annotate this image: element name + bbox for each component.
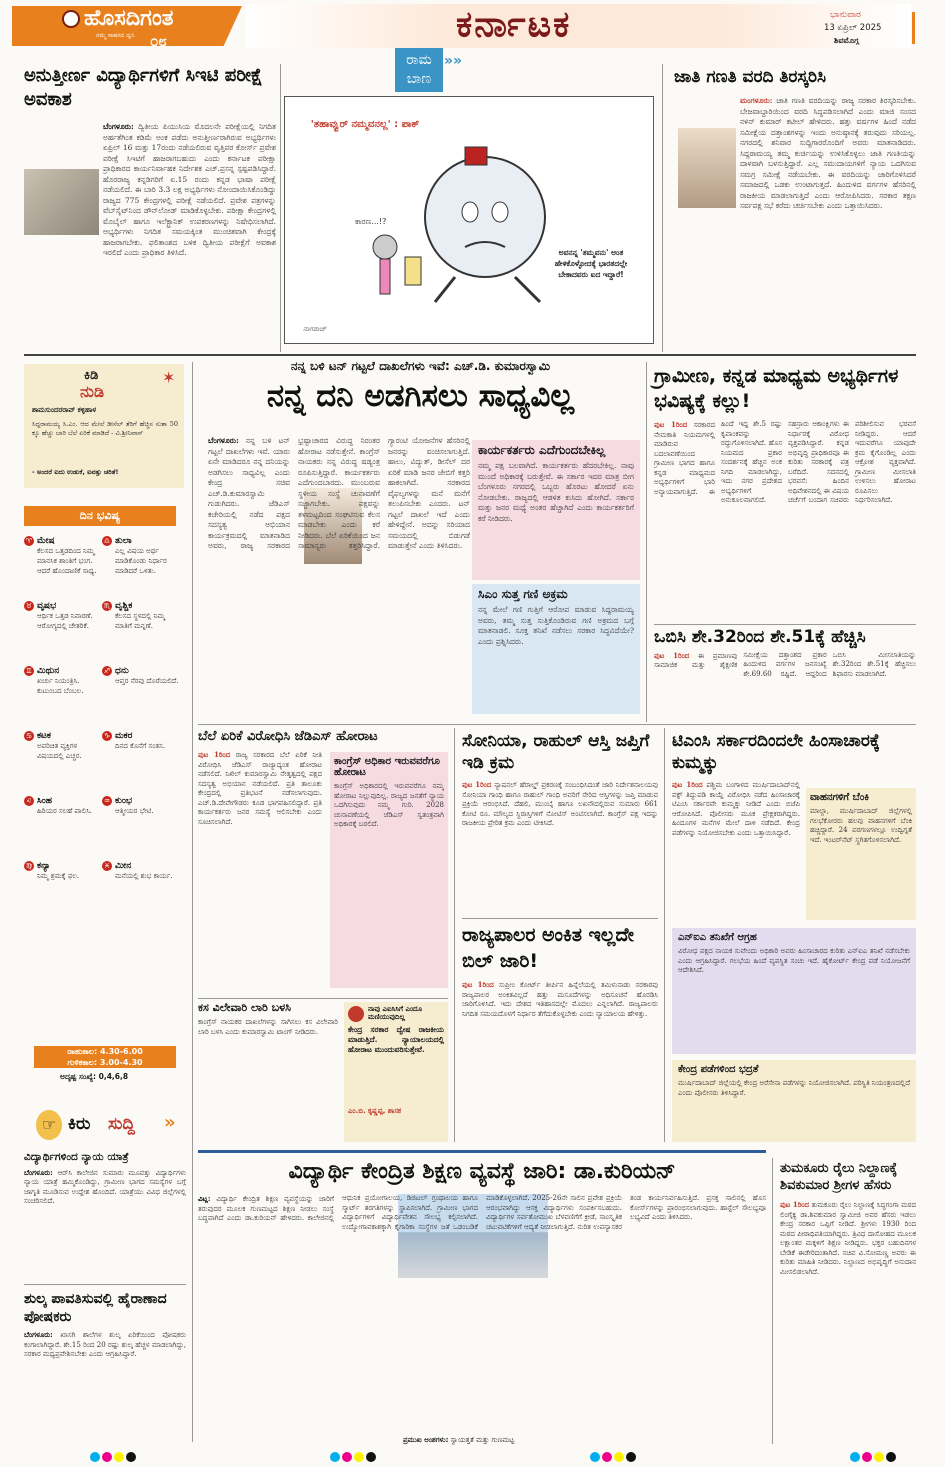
article-caste <box>674 66 916 346</box>
sign-kumbha: ♒ ಕುಂಭ ಆತ್ಮೀಯರ ಭೇಟಿ. <box>103 796 154 815</box>
article-rural-body: ಪುಟ 1ರಿಂದ ಸರಕಾರದ ನೇಮಕಾತಿ ನಿಯಮಗಳಲ್ಲಿ ಮಾಡಿರುವ ಬದಲಾವಣೆಯಿಂದ ಗ್ರಾಮೀಣ ಭಾಗದ ಹಾಗೂ ಕನ್ನಡ ಮಾಧ್ಯಮದ ಅಭ್ಯರ್ಥಿಗಳಿಗೆ ಭಾರಿ ಅನ್ಯಾಯವಾಗುತ್ತಿದೆ. ಈ ಹಿಂದೆ ಇದ್ದ ಶೇ.5 ರಷ್ಟು ಕೃಪಾಂಕವನ್ನು ರದ್ದುಗೊಳಿಸಲಾಗಿದೆ. ಹೊಸ ನಿಯಮದ ಪ್ರಕಾರ ಸಂದರ್ಶನಕ್ಕೆ ಹೆಚ್ಚಿನ ಅಂಕ ನಿಗದಿ ಮಾಡಲಾಗಿದ್ದು, ಇದು ನಗರ ಪ್ರದೇಶದ ಅಭ್ಯರ್ಥಿಗಳಿಗೆ ಅನುಕೂಲವಾಗಲಿದೆ. ಸಹಸ್ರಾರು ಆಕಾಂಕ್ಷಿಗಳು ಈ ನಿರ್ಧಾರಕ್ಕೆ ವಿರೋಧ ವ್ಯಕ್ತಪಡಿಸಿದ್ದಾರೆ. ಕನ್ನಡ ಅಭಿವೃದ್ಧಿ ಪ್ರಾಧಿಕಾರವೂ ಈ ಕುರಿತು ಸರಕಾರಕ್ಕೆ ಪತ್ರ ಬರೆದಿದೆ. ಸದನದಲ್ಲಿ ಭರವಸೆ: ಹಿಂದಿನ ಅಧಿವೇಶನದಲ್ಲಿ ಈ ವಿಷಯ ಚರ್ಚೆಗೆ ಬಂದಾಗ ಸಚಿವರು ಪರಿಶೀಲಿಸುವ ಭರವಸೆ ನೀಡಿದ್ದರು. ಆದರೆ ಇದುವರೆಗೂ ಯಾವುದೇ ಕ್ರಮ ಕೈಗೊಂಡಿಲ್ಲ ಎಂದು ಆಕ್ರೋಶ ವ್ಯಕ್ತವಾಗಿದೆ. ಗ್ರಾಮೀಣ ಮೀಸಲಾತಿ ಉಳಿಸಲು ಹೋರಾಟ ರೂಪಿಸಲು ನಿರ್ಧರಿಸಲಾಗಿದೆ. <box>654 420 916 504</box>
color-registration-marks <box>0 1452 945 1464</box>
logo-emblem-icon <box>62 10 80 28</box>
cancer-icon: ♋ <box>25 732 33 740</box>
rule <box>198 998 448 999</box>
kidi-punch: - ಅಂದರೆ ಐದು ಉಡುಕೆ, ಐವತ್ತು ಚರಿತೆ! <box>32 468 119 476</box>
brief-1-body: ಬೆಂಗಳೂರು: ಆರ್‌ಸಿ ಕಾಲೇಜಿನ ಸುಮಾರು ಮೂವತ್ತು ವಿದ್ಯಾರ್ಥಿಗಳು ನ್ಯಾಯ ಯಾತ್ರೆ ಹಮ್ಮಿಕೊಂಡಿದ್ದು, ಗ್ರಾಮೀಣ ಭಾಗದ ಸಮಸ್ಯೆಗಳ ಬಗ್ಗೆ ಜಾಗೃತಿ ಮೂಡಿಸುವ ಉದ್ದೇಶ ಹೊಂದಿದೆ. ಯಾತ್ರೆಯು ವಿವಿಧ ಜಿಲ್ಲೆಗಳಲ್ಲಿ ಸಂಚರಿಸಲಿದೆ. <box>24 1167 186 1206</box>
ramabana-bottom: ಬಾಣ <box>406 71 432 87</box>
article-tumkur-headline: ತುಮಕೂರು ರೈಲು ನಿಲ್ದಾಣಕ್ಕೆ ಶಿವಕುಮಾರ ಶ್ರೀಗಳ ಹೆಸರು <box>780 1161 898 1193</box>
article-kurian <box>198 1158 766 1448</box>
rule <box>24 1284 186 1285</box>
cartoon-signature: ನಾಗರಾಜ್ <box>303 325 327 333</box>
article-truck-body: ಕಾಂಗ್ರೆಸ್ ನಾಯಕರ ದಾಖಲೆಗಳನ್ನು ಸಾಗಿಸಲು ಕಸ ವಿಲೇವಾರಿ ಲಾರಿ ಬಳಸಿ ಎಂದು ಕುಮಾರಸ್ವಾಮಿ ಟಾಂಗ್ ನೀಡಿದರು. <box>198 1018 338 1036</box>
tmc-box-2-headline: ಎನ್‌ಐಎ ತನಿಖೆಗೆ ಆಗ್ರಹ <box>678 932 757 943</box>
tmc-box-1 <box>806 788 916 920</box>
lead-box-1-headline: ಕಾರ್ಯಕರ್ತರು ಎದೆಗುಂದಬೇಕಿಲ್ಲ <box>478 443 606 457</box>
issue-day: ಭಾನುವಾರ <box>830 10 861 20</box>
leo-icon: ♌ <box>25 797 33 805</box>
article-sonia-headline: ಸೋನಿಯಾ, ರಾಹುಲ್ ಆಸ್ತಿ ಜಪ್ತಿಗೆ ಇಡಿ ಕ್ರಮ <box>462 731 650 773</box>
horoscope-title: ದಿನ ಭವಿಷ್ಯ <box>24 506 176 526</box>
rule <box>462 918 658 919</box>
rahukala-box: ರಾಹುಕಾಲ: 4.30-6.00 ಗುಳಿಕಕಾಲ: 3.00-4.30 <box>34 1046 176 1068</box>
article-cet <box>24 64 276 344</box>
ramabana-top: ರಾಮ <box>406 52 432 68</box>
cartoon-caption-bottom: ಅವನನ್ನ 'ತಮ್ಮವನು' ಅಂತ ಹೇಳಿಕೊಳ್ಳೋದಕ್ಕೆ ಭಾರತದಲ್ಲೇ ಬೇಕಾದವರು ಐದ ಇದ್ದಾರೆ! <box>554 248 628 279</box>
lead-body <box>208 436 470 720</box>
article-cet-text: ದ್ವಿತೀಯ ಪಿಯುಸಿಯ ಮೊದಲನೇ ಪರೀಕ್ಷೆಯಲ್ಲಿ ನಿಗದಿತ ಅರ್ಹತೆಗಿಂತ ಕಡಿಮೆ ಅಂಕ ಪಡೆದು ಅನುತ್ತೀರ್ಣರಾಗಿರುವ ಅಭ್ಯರ್ಥಿಗಳು ಏಪ್ರಿಲ್ 16 ಮತ್ತು 17ರಂದು ನಡೆಯಲಿರುವ ವೃತ್ತಿಪರ ಕೋರ್ಸ್ ಪ್ರವೇಶ ಪರೀಕ್ಷೆ ಸಿಇಟಿಗೆ ಹಾಜರಾಗಬಹುದು ಎಂದು ಕರ್ನಾಟಕ ಪರೀಕ್ಷಾ ಪ್ರಾಧಿಕಾರದ ಕಾರ್ಯನಿರ್ವಾಹಕ ನಿರ್ದೇಶಕ ಎಚ್.ಪ್ರಸನ್ನ ಸ್ಪಷ್ಟಪಡಿಸಿದ್ದಾರೆ. ಹೊರರಾಜ್ಯ ಕನ್ನಡಿಗರಿಗೆ ಏ.15 ರಂದು ಕನ್ನಡ ಭಾಷಾ ಪರೀಕ್ಷೆ ನಡೆಯಲಿದೆ. ಈ ಬಾರಿ 3.3 ಲಕ್ಷ ಅಭ್ಯರ್ಥಿಗಳು ನೋಂದಾಯಿಸಿಕೊಂಡಿದ್ದು ರಾಜ್ಯದ 775 ಕೇಂದ್ರಗಳಲ್ಲಿ ಪರೀಕ್ಷೆ ನಡೆಯಲಿದೆ. ಪ್ರವೇಶ ಪತ್ರಗಳನ್ನು ವೆಬ್‌ಸೈಟ್‌ನಿಂದ ಡೌನ್‌ಲೋಡ್ ಮಾಡಿಕೊಳ್ಳಬೇಕು. ಪರೀಕ್ಷಾ ಕೇಂದ್ರಗಳಲ್ಲಿ ಮೊಬೈಲ್ ಹಾಗೂ ಇಲೆಕ್ಟ್ರಾನಿಕ್ ಉಪಕರಣಗಳನ್ನು ನಿಷೇಧಿಸಲಾಗಿದೆ. ಅಭ್ಯರ್ಥಿಗಳು ನಿಗದಿತ ಸಮಯಕ್ಕಿಂತ ಮುಂಚಿತವಾಗಿ ಕೇಂದ್ರಕ್ಕೆ ಹಾಜರಾಗಬೇಕು. ಫಲಿತಾಂಶದ ಬಳಿಕ ದ್ವಿತೀಯ ಪರೀಕ್ಷೆಗೆ ಅವಕಾಶ ಇರಲಿದೆ ಎಂದು ಪ್ರಾಧಿಕಾರ ತಿಳಿಸಿದೆ. <box>103 122 276 257</box>
sign-mithuna: ♊ ಮಿಥುನ ಖರ್ಚು ನಿಯಂತ್ರಿಸಿ. ಕುಟುಂಬದ ಬೆಂಬಲ. <box>25 666 84 695</box>
divider <box>664 728 665 1142</box>
masthead <box>0 0 945 50</box>
gulikakala: 3.00-4.30 <box>99 1058 143 1067</box>
lead-kicker: ನನ್ನ ಬಳಿ ಟನ್ ಗಟ್ಟಲೆ ದಾಖಲೆಗಳು ಇವೆ: ಎಚ್.ಡಿ. ಕುಮಾರಸ್ವಾಮಿ <box>290 359 551 373</box>
libra-icon: ♎ <box>103 537 111 545</box>
logo-tagline: ನಮ್ಮ ಸಾಹಸದ ದ್ವನಿ <box>96 32 135 39</box>
quote-avatar <box>348 1006 364 1022</box>
jds-box <box>330 752 448 988</box>
page-number: ೦೮ <box>150 32 167 50</box>
article-rural-headline: ಗ್ರಾಮೀಣ, ಕನ್ನಡ ಮಾಧ್ಯಮ ಅಭ್ಯರ್ಥಿಗಳ ಭವಿಷ್ಯಕ್ಕೆ ಕಲ್ಲು! <box>654 365 899 412</box>
quote-label: ನಾವು ಎಐಸಿಸಿಗೆ ಎಂದೂ ಮಣಿಯುವುದಿಲ್ಲ <box>368 1005 423 1021</box>
aquarius-icon: ♒ <box>103 797 111 805</box>
ramabana-arrows-icon: »» <box>444 53 463 69</box>
divider <box>280 64 281 352</box>
tmc-box-2 <box>672 928 916 1054</box>
section-title: ಕರ್ನಾಟಕ <box>456 4 572 45</box>
sign-kanya: ♍ ಕನ್ಯಾ ನಿಮ್ಮ ಶ್ರಮಕ್ಕೆ ಫಲ. <box>25 861 80 880</box>
kirusuddi-b: ಸುದ್ದಿ <box>108 1114 135 1134</box>
jds-box-body: ಕಾಂಗ್ರೆಸ್ ಅಧಿಕಾರದಲ್ಲಿ ಇರುವವರೆಗೂ ನಮ್ಮ ಹೋರಾಟ ನಿಲ್ಲುವುದಿಲ್ಲ. ರಾಜ್ಯದ ಜನತೆಗೆ ನ್ಯಾಯ ಒದಗಿಸುವುದು ನಮ್ಮ ಗುರಿ. 2028 ಚುನಾವಣೆಯಲ್ಲಿ ಜೆಡಿಎಸ್ ಸ್ವತಂತ್ರವಾಗಿ ಅಧಿಕಾರಕ್ಕೆ ಬರಲಿದೆ. <box>334 782 444 828</box>
rule <box>654 624 916 625</box>
issue-date: 13 ಏಪ್ರಿಲ್ 2025 <box>824 23 882 33</box>
jds-box-headline: ಕಾಂಗ್ರೆಸ್ ಅಧಿಕಾರ ಇರುವವರೆಗೂ ಹೋರಾಟ <box>334 756 440 778</box>
chevrons-icon: » <box>164 1112 176 1133</box>
brief-2-headline: ಶುಲ್ಕ ಪಾವತಿಸುವಲ್ಲಿ ಹೈರಾಣಾದ ಪೋಷಕರು <box>24 1291 167 1325</box>
lead-box-2-headline: ಸಿಎಂ ಸುತ್ತ ಗಣಿ ಅಕ್ರಮ <box>478 587 568 601</box>
tmc-box-2-body: ವಿರೋಧ ಪಕ್ಷದ ನಾಯಕ ಸುವೇಂದು ಅಧಿಕಾರಿ ಅವರು ಹಿಂಸಾಚಾರದ ಕುರಿತು ಎನ್‌ಐಎ ತನಿಖೆ ನಡೆಸಬೇಕು ಎಂದು ಆಗ್ರಹಿಸಿದ್ದಾರೆ. ಗಲಭೆಯ ಹಿಂದೆ ವ್ಯವಸ್ಥಿತ ಸಂಚು ಇದೆ. ಹೈಕೋರ್ಟ್ ಕೇಂದ್ರ ಪಡೆ ನಿಯೋಜನೆಗೆ ಆದೇಶಿಸಿದೆ. <box>678 947 910 974</box>
sign-vrishabha: ♉ ವೃಷಭ ಆರ್ಥಿಕ ಒತ್ತಡ ನಿವಾರಣೆ. ಆರೋಗ್ಯದಲ್ಲಿ ಚೇತರಿಕೆ. <box>25 601 93 630</box>
article-truck-headline: ಕಸ ವಿಲೇವಾರಿ ಲಾರಿ ಬಳಸಿ <box>198 1001 291 1014</box>
article-governor-headline: ರಾಜ್ಯಪಾಲರ ಅಂಕಿತ ಇಲ್ಲದೇ ಬಿಲ್ ಜಾರಿ! <box>462 924 634 972</box>
lead-dateline: ಬೆಂಗಳೂರು: <box>208 436 239 445</box>
lead-box-1 <box>472 440 640 580</box>
sign-makara: ♑ ಮಕರ ದಿನದ ಕೊನೆಗೆ ಸಂತಸ. <box>103 731 165 750</box>
tmc-box-3 <box>672 1060 916 1142</box>
brief-2-body: ಬೆಂಗಳೂರು: ಖಾಸಗಿ ಶಾಲೆಗಳ ಶುಲ್ಕ ಏರಿಕೆಯಿಂದ ಪೋಷಕರು ಕಂಗಾಲಾಗಿದ್ದಾರೆ. ಶೇ.15 ರಿಂದ 20 ರಷ್ಟು ಶುಲ್ಕ ಹೆಚ್ಚಳ ಮಾಡಲಾಗಿದ್ದು, ಸರಕಾರ ಮಧ್ಯಪ್ರವೇಶಿಸಬೇಕು ಎಂದು ಆಗ್ರಹಿಸಿದ್ದಾರೆ. <box>24 1330 186 1358</box>
sign-dhanu: ♐ ಧನು ಆಪ್ತರ ನೆರವು ದೊರೆಯಲಿದೆ. <box>103 666 179 685</box>
article-kurian-footer: ಪ್ರಮುಖ ಅಂಶಗಳು: ಸ್ವಾಯತ್ತತೆ ಮತ್ತು ಗುಣಮಟ್ಟ <box>403 1436 515 1444</box>
lead-box-2-body: ನನ್ನ ಮೇಲೆ ಗಣಿ ಗುತ್ತಿಗೆ ಆರೋಪ ಮಾಡುವ ಸಿದ್ದರಾಮಯ್ಯ ಅವರು, ತಮ್ಮ ಸುತ್ತ ಸುತ್ತಿಕೊಂಡಿರುವ ಗಣಿ ಅಕ್ರಮದ ಬಗ್ಗೆ ಮಾತನಾಡಲಿ. ಸೂಕ್ತ ತನಿಖೆ ನಡೆಸಲು ಸರಕಾರ ಸಿದ್ಧವಿದೆಯೇ? ಎಂದು ಪ್ರಶ್ನಿಸಿದರು. <box>478 605 634 646</box>
virgo-icon: ♍ <box>25 862 33 870</box>
issue-edition: ಶಿವಮೊಗ್ಗ <box>834 36 859 45</box>
pisces-icon: ♓ <box>103 862 111 870</box>
spark-icon: ✶ <box>162 368 176 387</box>
article-jds-body: ಪುಟ 1ರಿಂದ ರಾಜ್ಯ ಸರಕಾರದ ಬೆಲೆ ಏರಿಕೆ ನೀತಿ ವಿರೋಧಿಸಿ ಜೆಡಿಎಸ್ ರಾಜ್ಯಾದ್ಯಂತ ಹೋರಾಟ ನಡೆಸಲಿದೆ. ನಿಖಿಲ್ ಕುಮಾರಸ್ವಾಮಿ ನೇತೃತ್ವದಲ್ಲಿ ಪಕ್ಷದ ಸದಸ್ಯತ್ವ ಅಭಿಯಾನ ನಡೆಯಲಿದೆ. ಪ್ರತಿ ತಾಲೂಕು ಕೇಂದ್ರದಲ್ಲಿ ಪ್ರತಿಭಟನೆ ನಡೆಸಲಾಗುವುದು. ಎಚ್.ಡಿ.ದೇವೇಗೌಡರು ಕೂಡ ಭಾಗವಹಿಸಲಿದ್ದಾರೆ. ಪ್ರತಿ ಕಾರ್ಯಕರ್ತರು ಜನರ ಸಮಸ್ಯೆ ಆಲಿಸಬೇಕು ಎಂದು ಸೂಚಿಸಲಾಗಿದೆ. <box>198 750 322 826</box>
sign-mesha: ♈ ಮೇಷ ಕೆಲಸದ ಒತ್ತಡದಿಂದ ನಿಮ್ಮ ಮಾನಸಿಕ ಶಾಂತಿಗೆ ಭಂಗ. ಆದರೆ ಹೊಂದಾಣಿಕೆ ಸಾಧ್ಯ. <box>25 536 97 575</box>
divider <box>646 362 647 722</box>
cartoon <box>284 96 654 344</box>
lead-headline: ನನ್ನ ದನಿ ಅಡಗಿಸಲು ಸಾಧ್ಯವಿಲ್ಲ <box>266 378 575 415</box>
article-governor <box>462 922 658 1142</box>
divider <box>662 64 663 352</box>
taurus-icon: ♉ <box>25 602 33 610</box>
article-tumkur <box>780 1160 916 1446</box>
article-kurian-headline: ವಿದ್ಯಾರ್ಥಿ ಕೇಂದ್ರಿತ ಶಿಕ್ಷಣ ವ್ಯವಸ್ಥೆ ಜಾರಿ: ಡಾ.ಕುರಿಯನ್ <box>288 1159 676 1184</box>
sagittarius-icon: ♐ <box>103 667 111 675</box>
capricorn-icon: ♑ <box>103 732 111 740</box>
horoscope-grid <box>24 536 180 926</box>
cartoon-speech: ಕಾರಣ...!? <box>355 217 387 226</box>
tmc-box-1-headline: ವಾಹನಗಳಿಗೆ ಬೆಂಕಿ <box>810 792 869 803</box>
ramabana-tag <box>395 48 443 92</box>
article-caste-headline: ಜಾತಿ ಗಣತಿ ವರದಿ ತಿರಸ್ಕರಿಸಿ <box>674 67 826 87</box>
lead-text: ನನ್ನ ಬಳಿ ಟನ್ ಗಟ್ಟಲೆ ದಾಖಲೆಗಳು ಇವೆ. ಯಾರು ಏನೇ ಮಾಡಿದರೂ ನನ್ನ ದನಿಯನ್ನು ಅಡಗಿಸಲು ಸಾಧ್ಯವಿಲ್ಲ ಎಂದು ಕೇಂದ್ರ ಸಚಿವ ಎಚ್.ಡಿ.ಕುಮಾರಸ್ವಾಮಿ ಗುಡುಗಿದರು. ಜೆಡಿಎಸ್ ಕಚೇರಿಯಲ್ಲಿ ನಡೆದ ಪಕ್ಷದ ಸದಸ್ಯತ್ವ ಅಭಿಯಾನ ಕಾರ್ಯಕ್ರಮದಲ್ಲಿ ಮಾತನಾಡಿದ ಅವರು, ರಾಜ್ಯ ಸರಕಾರದ ಭ್ರಷ್ಟಾಚಾರದ ವಿರುದ್ಧ ನಿರಂತರ ಹೋರಾಟ ನಡೆಸುತ್ತೇನೆ. ಕಾಂಗ್ರೆಸ್ ನಾಯಕರು ನನ್ನ ವಿರುದ್ಧ ಷಡ್ಯಂತ್ರ ರೂಪಿಸುತ್ತಿದ್ದಾರೆ. ಕಾರ್ಯಕರ್ತರು ಎದೆಗುಂದಬಾರದು. ಮುಂಬರುವ ಸ್ಥಳೀಯ ಸಂಸ್ಥೆ ಚುನಾವಣೆಗೆ ಸಜ್ಜಾಗಬೇಕು. ಪಕ್ಷವನ್ನು ತಳಮಟ್ಟದಿಂದ ಸಂಘಟಿಸುವ ಕೆಲಸ ಮಾಡಬೇಕು ಎಂದು ಕರೆ ನೀಡಿದರು. ಬೆಲೆ ಏರಿಕೆಯಿಂದ ಜನ ಸಾಮಾನ್ಯರು ತತ್ತರಿಸಿದ್ದಾರೆ. ಗ್ಯಾರಂಟಿ ಯೋಜನೆಗಳ ಹೆಸರಿನಲ್ಲಿ ಜನರನ್ನು ವಂಚಿಸಲಾಗುತ್ತಿದೆ. ಹಾಲು, ವಿದ್ಯುತ್, ಡೀಸೆಲ್ ದರ ಏರಿಕೆ ಮಾಡಿ ಜನರ ಜೇಬಿಗೆ ಕತ್ತರಿ ಹಾಕಲಾಗಿದೆ. ಸರಕಾರದ ವೈಫಲ್ಯಗಳನ್ನು ಮನೆ ಮನೆಗೆ ತಲುಪಿಸಬೇಕು ಎಂದರು. ಟನ್ ಗಟ್ಟಲೆ ದಾಖಲೆ ಇದೆ ಎಂದು ಹೇಳಿದ್ದೇನೆ. ಅದನ್ನು ಸರಿಯಾದ ಸಮಯದಲ್ಲಿ ಬಿಡುಗಡೆ ಮಾಡುತ್ತೇನೆ ಎಂದು ತಿಳಿಸಿದರು. <box>208 436 470 550</box>
article-obc-body: ಪುಟ 1ರಿಂದ ಈ ಪ್ರಮಾಣವು ಸಾಮಾಜಿಕ ಮತ್ತು ಶೈಕ್ಷಣಿಕ ಸಮೀಕ್ಷೆಯ ದತ್ತಾಂಶದ ಪ್ರಕಾರ ಹಿಂದುಳಿದ ವರ್ಗಗಳ ಜನಸಂಖ್ಯೆ ಶೇ.69.60 ರಷ್ಟಿದೆ. ಆದ್ದರಿಂದ ಒಬಿಸಿ ಮೀಸಲಾತಿಯನ್ನು ಶೇ.32ರಿಂದ ಶೇ.51ಕ್ಕೆ ಹೆಚ್ಚಿಸಲು ಶಿಫಾರಸು ಮಾಡಲಾಗಿದೆ. <box>654 650 916 678</box>
article-sonia <box>462 730 658 916</box>
aries-icon: ♈ <box>25 537 33 545</box>
article-sonia-body: ಪುಟ 1ರಿಂದ ನ್ಯಾಷನಲ್ ಹೆರಾಲ್ಡ್ ಪ್ರಕರಣಕ್ಕೆ ಸಂಬಂಧಿಸಿದಂತೆ ಜಾರಿ ನಿರ್ದೇಶನಾಲಯವು ಸೋನಿಯಾ ಗಾಂಧಿ ಹಾಗೂ ರಾಹುಲ್ ಗಾಂಧಿ ಅವರಿಗೆ ಸೇರಿದ ಆಸ್ತಿಗಳನ್ನು ಜಪ್ತಿ ಮಾಡುವ ಪ್ರಕ್ರಿಯೆ ಆರಂಭಿಸಿದೆ. ದೆಹಲಿ, ಮುಂಬೈ ಹಾಗೂ ಲಖನೌದಲ್ಲಿರುವ ಸುಮಾರು 661 ಕೋಟಿ ರೂ. ಮೌಲ್ಯದ ಸ್ಥಿರಾಸ್ತಿಗಳಿಗೆ ನೋಟಿಸ್ ಅಂಟಿಸಲಾಗಿದೆ. ಕಾಂಗ್ರೆಸ್ ಪಕ್ಷ ಇದನ್ನು ರಾಜಕೀಯ ಪ್ರೇರಿತ ಕ್ರಮ ಎಂದು ಟೀಕಿಸಿದೆ. <box>462 780 658 827</box>
tmc-box-3-headline: ಕೇಂದ್ರ ಪಡೆಗಳಿಂದ ಭದ್ರತೆ <box>678 1064 759 1075</box>
section-band <box>246 4 911 48</box>
article-governor-body: ಪುಟ 1ರಿಂದ ಸುಪ್ರೀಂ ಕೋರ್ಟ್ ತೀರ್ಪಿನ ಹಿನ್ನೆಲೆಯಲ್ಲಿ ತಮಿಳುನಾಡು ಸರಕಾರವು ರಾಜ್ಯಪಾಲರ ಅಂಕಿತವಿಲ್ಲದೆ ಹತ್ತು ಮಸೂದೆಗಳನ್ನು ಅಧಿಸೂಚನೆ ಹೊರಡಿಸಿ ಜಾರಿಗೊಳಿಸಿದೆ. ಇದು ದೇಶದ ಇತಿಹಾಸದಲ್ಲೇ ಮೊದಲು ಎನ್ನಲಾಗಿದೆ. ರಾಜ್ಯಪಾಲರು ನಿಗದಿತ ಸಮಯದೊಳಗೆ ನಿರ್ಧಾರ ತೆಗೆದುಕೊಳ್ಳಬೇಕು ಎಂದು ನ್ಯಾಯಾಲಯ ಹೇಳಿತ್ತು. <box>462 980 658 1018</box>
rule <box>198 1150 766 1153</box>
lucky-numbers: ಅದೃಷ್ಟ ಸಂಖ್ಯೆ: 0,4,6,8 <box>60 1072 129 1081</box>
article-cet-body <box>24 122 276 344</box>
quote-box <box>344 1002 448 1142</box>
divider <box>772 1158 773 1444</box>
rahukala: 4.30-6.00 <box>99 1047 143 1056</box>
lead-box-1-body: ನಮ್ಮ ಪಕ್ಷ ಬಲವಾಗಿದೆ. ಕಾರ್ಯಕರ್ತರು ಹೆದರಬೇಕಿಲ್ಲ. ನಾವು ಮುಂದೆ ಅಧಿಕಾರಕ್ಕೆ ಬರುತ್ತೇವೆ. ಈ ಸರ್ಕಾರ ಇದರ ಮಾತ್ರ ಬೀಗ ಬೆಂಗಳೂರು ನಗರದಲ್ಲಿ ಒಬ್ಬರು ಹೊರಟು ಹೋದರೆ ಏನು ನೋಡಬೇಕು. ರಾಜ್ಯದಲ್ಲಿ ಆಡಳಿತ ಕುಸಿದು ಹೋಗಿದೆ. ಸರ್ಕಾರ ಮತ್ತು ಜನರ ಮಧ್ಯೆ ಅಂತರ ಹೆಚ್ಚಾಗಿದೆ ಎಂದು ಕಾರ್ಯಕರ್ತರಿಗೆ ಕರೆ ನೀಡಿದರು. <box>478 461 634 523</box>
sign-meena: ♓ ಮೀನ ಮನೆಯಲ್ಲಿ ಶುಭ ಕಾರ್ಯ. <box>103 861 173 880</box>
article-tmc-body: ಪುಟ 1ರಿಂದ ಪಶ್ಚಿಮ ಬಂಗಾಳದ ಮುರ್ಷಿದಾಬಾದ್‌ನಲ್ಲಿ ವಕ್ಫ್ ತಿದ್ದುಪಡಿ ಕಾಯ್ದೆ ವಿರೋಧಿಸಿ ನಡೆದ ಹಿಂಸಾಚಾರಕ್ಕೆ ಟಿಎಂಸಿ ಸರ್ಕಾರವೇ ಕುಮ್ಮಕ್ಕು ನೀಡಿದೆ ಎಂದು ಬಿಜೆಪಿ ಆರೋಪಿಸಿದೆ. ಪೊಲೀಸರು ಮೂಕ ಪ್ರೇಕ್ಷಕರಾಗಿದ್ದರು. ಹಿಂದೂಗಳ ಮನೆಗಳ ಮೇಲೆ ದಾಳಿ ನಡೆದಿದೆ. ಕೇಂದ್ರ ಪಡೆಗಳನ್ನು ನಿಯೋಜಿಸಬೇಕು ಎಂದು ಒತ್ತಾಯಿಸಿದ್ದಾರೆ. <box>672 780 800 837</box>
sign-tula: ♎ ತುಲಾ ಎಲ್ಲ ವಿಷಯ ಅರ್ಥ ಮಾಡಿಕೊಂಡು ನಿರ್ಧಾರ ಮಾಡಿದರೆ ಒಳಿತು. <box>103 536 167 575</box>
article-caste-dateline: ಮಂಗಳೂರು: <box>740 96 773 105</box>
article-obc-headline: ಒಬಿಸಿ ಶೇ.32ರಿಂದ ಶೇ.51ಕ್ಕೆ ಹೆಚ್ಚಿಸಿ <box>654 627 866 647</box>
sign-simha: ♌ ಸಿಂಹ ಹಿರಿಯರ ಸಲಹೆ ಪಾಲಿಸಿ. <box>25 796 92 815</box>
article-tmc-headline: ಟಿಎಂಸಿ ಸರ್ಕಾರದಿಂದಲೇ ಹಿಂಸಾಚಾರಕ್ಕೆ ಕುಮ್ಮಕ್ಕು <box>672 731 880 773</box>
kidi-author: ಶಾಮಸುಂದರರಾವ್ ಕಳ್ಳಿಹಾಳ <box>32 406 97 414</box>
gemini-icon: ♊ <box>25 667 33 675</box>
horoscope <box>24 506 184 1086</box>
hand-icon: ☞ <box>36 1110 62 1140</box>
masthead-rule <box>912 12 915 44</box>
cartoon-caption-top: 'ತಹಾವ್ವುರ್ ನಮ್ಮವನಲ್ಲ' : ಪಾಕ್ <box>310 119 420 130</box>
divider <box>192 362 193 1442</box>
quote-body: ಕೇಂದ್ರ ಸರಕಾರ ದ್ವೇಷ ರಾಜಕೀಯ ಮಾಡುತ್ತಿದೆ. ನ್ಯಾಯಾಲಯದಲ್ಲಿ ಹೋರಾಟ ಮುಂದುವರಿಸುತ್ತೇವೆ. <box>348 1025 444 1055</box>
article-rural <box>654 364 916 622</box>
article-kurian-body: ವಿಟ್ಲ: ವಿದ್ಯಾರ್ಥಿ ಕೇಂದ್ರಿತ ಶಿಕ್ಷಣ ವ್ಯವಸ್ಥೆಯನ್ನು ಜಾರಿಗೆ ತರುವುದರ ಮೂಲಕ ಗುಣಮಟ್ಟದ ಶಿಕ್ಷಣ ನೀಡಲು ಸಂಸ್ಥೆ ಬದ್ಧವಾಗಿದೆ ಎಂದು ಡಾ.ಕುರಿಯನ್ ಹೇಳಿದರು. ಕಾಲೇಜಿನಲ್ಲಿ ಆಧುನಿಕ ಪ್ರಯೋಗಾಲಯ, ಡಿಜಿಟಲ್ ಗ್ರಂಥಾಲಯ ಹಾಗೂ ಸ್ಮಾರ್ಟ್ ತರಗತಿಗಳನ್ನು ಸ್ಥಾಪಿಸಲಾಗಿದೆ. ಗ್ರಾಮೀಣ ಭಾಗದ ವಿದ್ಯಾರ್ಥಿಗಳಿಗೆ ವಿದ್ಯಾರ್ಥಿವೇತನ ಸೌಲಭ್ಯ ಕಲ್ಪಿಸಲಾಗಿದೆ. ಉದ್ಯೋಗಾವಕಾಶಕ್ಕಾಗಿ ಕೈಗಾರಿಕಾ ಸಂಸ್ಥೆಗಳ ಜತೆ ಒಡಂಬಡಿಕೆ ಮಾಡಿಕೊಳ್ಳಲಾಗಿದೆ. 2025-26ನೇ ಸಾಲಿನ ಪ್ರವೇಶ ಪ್ರಕ್ರಿಯೆ ಆರಂಭವಾಗಿದ್ದು ಆಸಕ್ತ ವಿದ್ಯಾರ್ಥಿಗಳು ಸಂಪರ್ಕಿಸಬಹುದು. ವಿದ್ಯಾರ್ಥಿಗಳ ಸರ್ವತೋಮುಖ ಬೆಳವಣಿಗೆಗೆ ಕ್ರೀಡೆ, ಸಾಂಸ್ಕೃತಿಕ ಚಟುವಟಿಕೆಗಳಿಗೆ ಆದ್ಯತೆ ನೀಡಲಾಗುತ್ತಿದೆ. ನುರಿತ ಉಪನ್ಯಾಸಕರ ತಂಡ ಕಾರ್ಯನಿರ್ವಹಿಸುತ್ತಿದೆ. ಪ್ರಸಕ್ತ ಸಾಲಿನಲ್ಲಿ ಹೊಸ ಕೋರ್ಸ್‌ಗಳನ್ನು ಪ್ರಾರಂಭಿಸಲಾಗುವುದು. ಹಾಸ್ಟೆಲ್ ಸೌಲಭ್ಯವೂ ಲಭ್ಯವಿದೆ ಎಂದು ತಿಳಿಸಿದರು. <box>198 1194 766 1231</box>
divider <box>454 728 455 1142</box>
kirusuddi-banner <box>24 1104 184 1148</box>
tmc-box-1-body: ಮಾಲ್ದಾ, ಮುರ್ಷಿದಾಬಾದ್ ಜಿಲ್ಲೆಗಳಲ್ಲಿ ಗಲಭೆಕೋರರು ಹಲವು ವಾಹನಗಳಿಗೆ ಬೆಂಕಿ ಹಚ್ಚಿದ್ದಾರೆ. 24 ಪರಗಣಗಳಲ್ಲೂ ಉದ್ವಿಗ್ನತೆ ಇದೆ. ಇಂಟರ್‌ನೆಟ್ ಸ್ಥಗಿತಗೊಳಿಸಲಾಗಿದೆ. <box>810 807 912 844</box>
rule <box>24 354 916 356</box>
tmc-box-3-body: ಮುರ್ಷಿದಾಬಾದ್ ಜಿಲ್ಲೆಯಲ್ಲಿ ಕೇಂದ್ರ ಅರೆಸೇನಾ ಪಡೆಗಳನ್ನು ನಿಯೋಜಿಸಲಾಗಿದೆ. ಪರಿಸ್ಥಿತಿ ನಿಯಂತ್ರಣದಲ್ಲಿದೆ ಎಂದು ಪೊಲೀಸರು ತಿಳಿಸಿದ್ದಾರೆ. <box>678 1079 910 1097</box>
brief-1 <box>24 1152 186 1278</box>
logo-text: ಹೊಸದಿಗಂತ <box>84 6 174 31</box>
kirusuddi-a: ಕಿರು <box>68 1114 91 1134</box>
quote-attribution: ಎಂ.ಬಿ. ಕೃಷ್ಣಪ್ಪ, ಶಾಸಕ <box>348 1107 402 1116</box>
kidi-nudi <box>24 364 184 488</box>
article-caste-text: ಜಾತಿ ಗಣತಿ ವರದಿಯನ್ನು ರಾಜ್ಯ ಸರಕಾರ ತಿರಸ್ಕರಿಸಬೇಕು. ಬೇಜವಾಬ್ದಾರಿಯಿಂದ ವರದಿ ಸಿದ್ಧಪಡಿಸಲಾಗಿದೆ ಎಂದು ಮಾಜಿ ಸಂಸದ ನಳಿನ್ ಕುಮಾರ್ ಕಟೀಲ್ ಹೇಳಿದರು. ಹತ್ತು ವರ್ಷಗಳ ಹಿಂದೆ ನಡೆದ ಸಮೀಕ್ಷೆಯ ದತ್ತಾಂಶಗಳನ್ನು ಇಂದು ಅನುಷ್ಠಾನಕ್ಕೆ ತರುವುದು ಸರಿಯಲ್ಲ. ನಗರದಲ್ಲಿ ಶನಿವಾರ ಸುದ್ದಿಗಾರರೊಂದಿಗೆ ಅವರು ಮಾತನಾಡಿದರು. ಸಿದ್ದರಾಮಯ್ಯ ತಮ್ಮ ಕುರ್ಚಿಯನ್ನು ಉಳಿಸಿಕೊಳ್ಳಲು ಜಾತಿ ಗಣತಿಯನ್ನು ದಾಳವಾಗಿ ಬಳಸುತ್ತಿದ್ದಾರೆ. ಎಲ್ಲ ಸಮುದಾಯಗಳಿಗೆ ನ್ಯಾಯ ಒದಗಿಸುವ ಸಮಗ್ರ ಸಮೀಕ್ಷೆ ನಡೆಯಬೇಕು. ಈ ವರದಿಯನ್ನು ಜಾರಿಗೊಳಿಸಿದರೆ ಸಮಾಜದಲ್ಲಿ ಒಡಕು ಉಂಟಾಗುತ್ತದೆ. ಹಿಂದುಳಿದ ವರ್ಗಗಳ ಹೆಸರಿನಲ್ಲಿ ರಾಜಕೀಯ ಮಾಡಲಾಗುತ್ತಿದೆ ಎಂದು ಆರೋಪಿಸಿದರು. ಸರಕಾರ ತಕ್ಷಣ ಸರ್ವಪಕ್ಷ ಸಭೆ ಕರೆದು ಚರ್ಚಿಸಬೇಕು ಎಂದು ಒತ್ತಾಯಿಸಿದರು. <box>740 96 916 210</box>
kidi-title-top: ಕಿಡಿ <box>84 368 99 383</box>
article-tumkur-body: ಪುಟ 1ರಿಂದ ತುಮಕೂರು ರೈಲು ನಿಲ್ದಾಣಕ್ಕೆ ಸಿದ್ಧಗಂಗಾ ಮಠದ ಲಿಂಗೈಕ್ಯ ಡಾ.ಶಿವಕುಮಾರ ಸ್ವಾಮೀಜಿ ಅವರ ಹೆಸರು ಇಡಲು ಕೇಂದ್ರ ಸರಕಾರ ಒಪ್ಪಿಗೆ ನೀಡಿದೆ. ಶ್ರೀಗಳು 1930 ರಿಂದ ಮಠದ ಪೀಠಾಧಿಪತಿಯಾಗಿದ್ದರು. ತ್ರಿವಿಧ ದಾಸೋಹದ ಮೂಲಕ ಲಕ್ಷಾಂತರ ಮಕ್ಕಳಿಗೆ ಶಿಕ್ಷಣ ನೀಡಿದ್ದರು. ಭಕ್ತರ ಬಹುದಿನಗಳ ಬೇಡಿಕೆ ಈಡೇರಿದಂತಾಗಿದೆ. ಸಚಿವ ವಿ.ಸೋಮಣ್ಣ ಅವರು ಈ ಕುರಿತು ಮಾಹಿತಿ ನೀಡಿದರು. ನಿಲ್ದಾಣದ ಅಭಿವೃದ್ಧಿಗೆ ಅನುದಾನ ಮೀಸಲಿಡಲಾಗಿದೆ. <box>780 1200 916 1276</box>
article-caste-body <box>674 96 916 346</box>
article-cet-dateline: ಬೆಂಗಳೂರು: <box>103 122 134 131</box>
article-jds-headline: ಬೆಲೆ ಏರಿಕೆ ವಿರೋಧಿಸಿ ಜೆಡಿಎಸ್ ಹೋರಾಟ <box>198 729 378 744</box>
scorpio-icon: ♏ <box>103 602 111 610</box>
article-obc <box>654 628 916 720</box>
kidi-body: ಸಿದ್ದರಾಮಯ್ಯ ಸಿ.ಎಂ. ಆದ ಮೇಲೆ ಡೀಸೆಲ್ ತೆರಿಗೆ ಹೆಚ್ಚಿಸ ಸುತಾ 50 ಕ್ಕೂ ಹೆಚ್ಚು ಬಾರಿ ಬೆಲೆ ಏರಿಕೆ ಮಾಡಿದೆ - ವಿ.ಶ್ರೀನಿವಾಸ್ <box>32 420 178 437</box>
sign-kataka: ♋ ಕಟಕ ಅಪರಿಚಿತ ವ್ಯಕ್ತಿಗಳ ವಿಷಯದಲ್ಲಿ ಎಚ್ಚರ. <box>25 731 82 760</box>
brief-1-headline: ವಿದ್ಯಾರ್ಥಿಗಳಿಂದ ನ್ಯಾಯ ಯಾತ್ರೆ <box>24 1151 129 1163</box>
article-cet-headline: ಅನುತ್ತೀರ್ಣ ವಿದ್ಯಾರ್ಥಿಗಳಿಗೆ ಸಿಇಟಿ ಪರೀಕ್ಷೆ ಅವಕಾಶ <box>24 65 263 110</box>
lead-box-2 <box>472 584 640 714</box>
article-truck <box>198 1002 338 1142</box>
kidi-title-bottom: ನುಡಿ <box>80 382 105 401</box>
brief-2 <box>24 1290 186 1440</box>
sign-vrishchika: ♏ ವೃಶ್ಚಿಕ ಕೆಲಸದ ಸ್ಥಳದಲ್ಲಿ ನಿಮ್ಮ ಮಾತಿಗೆ ಮನ್ನಣೆ. <box>103 601 165 630</box>
rule <box>198 724 916 725</box>
